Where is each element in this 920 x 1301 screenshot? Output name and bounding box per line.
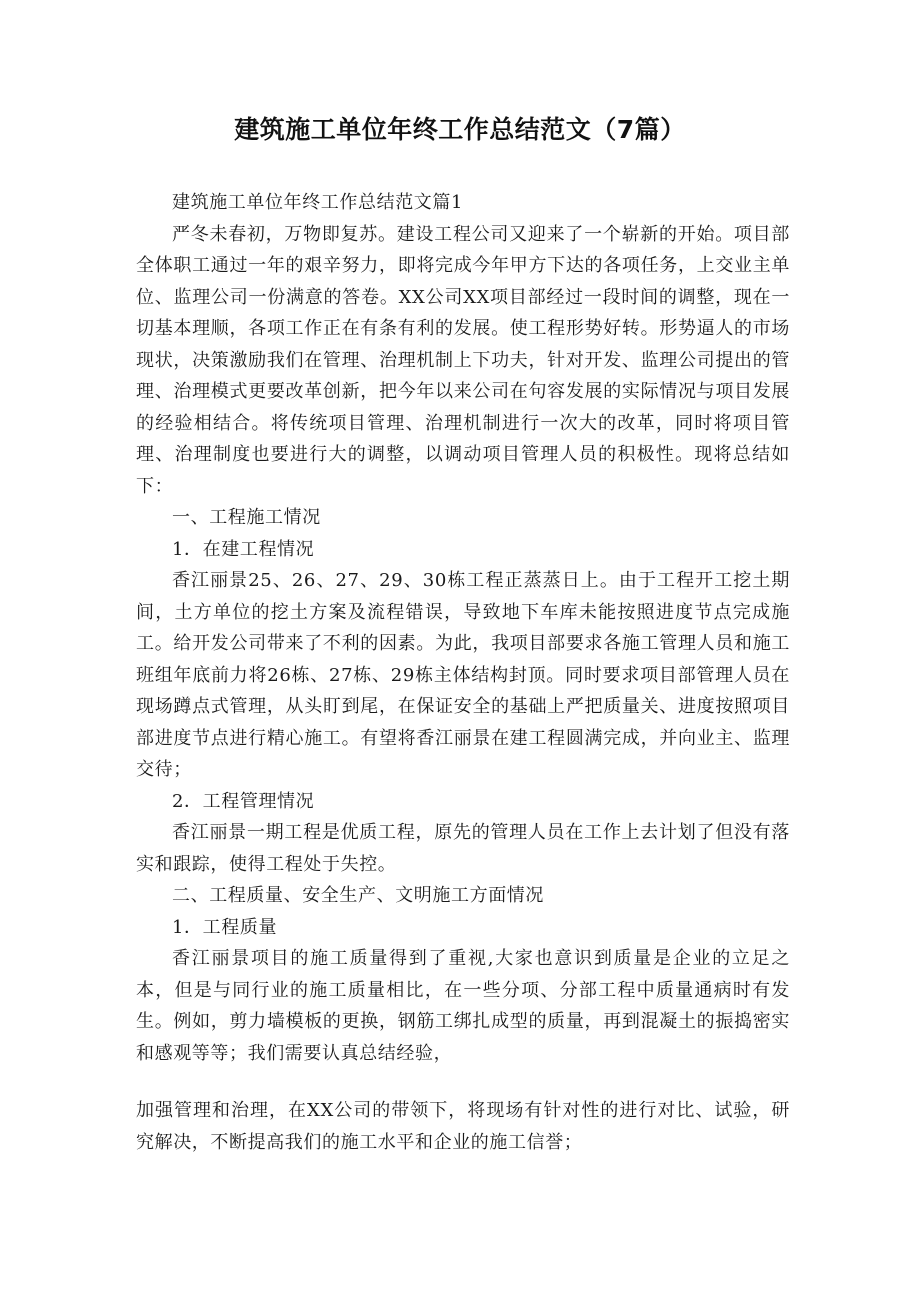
body-paragraph: 加强管理和治理，在XX公司的带领下，将现场有针对性的进行对比、试验，研究解决，不断提高我们的施工水平和企业的施工信誉；	[136, 1100, 790, 1153]
document-body	[136, 187, 790, 1158]
subsection-heading: 1．在建工程情况	[172, 538, 315, 560]
subsection-heading: 2．工程管理情况	[172, 790, 315, 812]
section-heading: 一、工程施工情况	[172, 507, 321, 528]
body-paragraph: 香江丽景项目的施工质量得到了重视,大家也意识到质量是企业的立足之本，但是与同行业的施工质量相比，在一些分项、分部工程中质量通病时有发生。例如，剪力墙模板的更换，钢筋工绑扎成型的质量，再到混凝土的振捣密实和感观等等；我们需要认真总结经验，	[136, 948, 790, 1064]
body-paragraph: 香江丽景一期工程是优质工程，原先的管理人员在工作上去计划了但没有落实和跟踪，使得工程处于失控。	[136, 822, 790, 875]
body-paragraph: 严冬未春初，万物即复苏。建设工程公司又迎来了一个崭新的开始。项目部全体职工通过一年的艰辛努力，即将完成今年甲方下达的各项任务，上交业主单位、监理公司一份满意的答卷。XX公司XX项目部经过一段时间的调整，现在一切基本理顺，各项工作正在有条有利的发展。使工程形势好转。形势逼人的市场现状，决策激励我们在管理、治理机制上下功夫，针对开发、监理公司提出的管理、治理模式更要改革创新，把今年以来公司在句容发展的实际情况与项目发展的经验相结合。将传统项目管理、治理机制进行一次大的改革，同时将项目管理、治理制度也要进行大的调整，以调动项目管理人员的积极性。现将总结如下：	[136, 223, 790, 497]
subsection-heading: 1．工程质量	[172, 916, 278, 938]
section-heading: 建筑施工单位年终工作总结范文篇1	[172, 192, 464, 213]
document-title: 建筑施工单位年终工作总结范文（7篇）	[234, 115, 686, 144]
section-heading: 二、工程质量、安全生产、文明施工方面情况	[172, 885, 544, 906]
body-paragraph: 香江丽景25、26、27、29、30栋工程正蒸蒸日上。由于工程开工挖土期间，土方单位的挖土方案及流程错误，导致地下车库未能按照进度节点完成施工。给开发公司带来了不利的因素。为此，我项目部要求各施工管理人员和施工班组年底前力将26栋、27栋、29栋主体结构封顶。同时要求项目部管理人员在现场蹲点式管理，从头盯到尾，在保证安全的基础上严把质量关、进度按照项目部进度节点进行精心施工。有望将香江丽景在建工程圆满完成，并向业主、监理交待；	[136, 570, 790, 780]
